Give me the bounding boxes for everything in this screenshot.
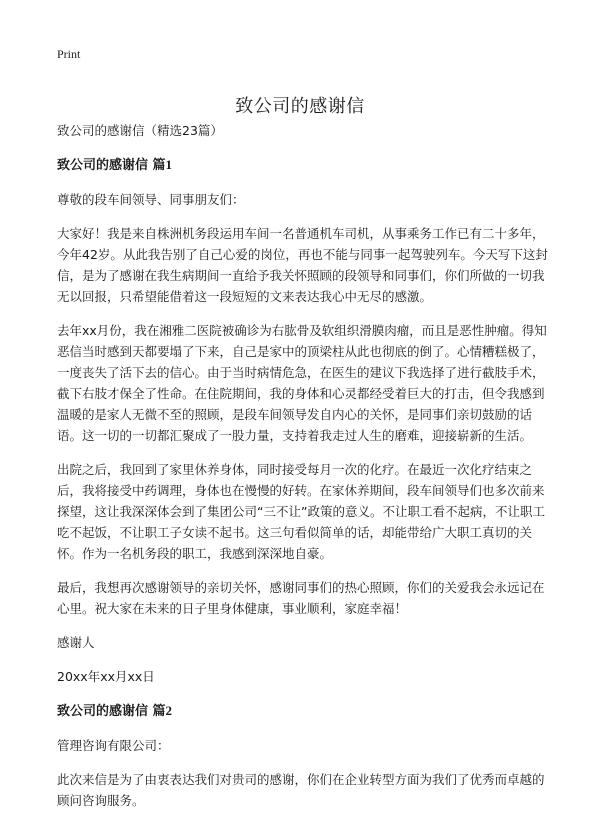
print-link[interactable]: Print: [57, 47, 81, 61]
paragraph: 大家好！我是来自株洲机务段运用车间一名普通机车司机，从事乘务工作已有二十多年，今年42岁。从此我告别了自己心爱的岗位，再也不能与同事一起驾驶列车。今天写下这封信，是为了感谢在我生病期间一直给予我关怀照顾的段领导和同事们，你们所做的一切我无以回报，只希望能借着这一段短短的文来表达我心中无尽的感激。: [57, 226, 548, 304]
paragraph: 出院之后，我回到了家里休养身体，同时接受每月一次的化疗。在最近一次化疗结束之后，我将接受中药调理，身体也在慢慢的好转。在家休养期间，段车间领导们也多次前来探望，这让我深深体会到了集团公司“三不让”政策的意义。不让职工看不起病，不让职工吃不起饭，不让职工子女读不起书。这三句看似简单的话，却能带给广大职工真切的关怀。作为一名机务段的职工，我感到深深地自豪。: [57, 462, 545, 561]
section-heading-text: 致公司的感谢信 篇: [57, 158, 166, 173]
section-heading-2: [57, 700, 552, 722]
greeting: 尊敬的段车间领导、同事朋友们：: [57, 192, 245, 207]
page-title: 致公司的感谢信: [235, 96, 365, 118]
letter-section-2: [57, 700, 552, 811]
section-heading-text: 致公司的感谢信 篇: [57, 704, 166, 719]
section-heading-number: 2: [165, 703, 173, 718]
letter-date: 20xx年xx月xx日: [57, 669, 155, 684]
greeting: 管理咨询有限公司：: [57, 738, 170, 753]
paragraph: 此次来信是为了由衷表达我们对贵司的感谢，你们在企业转型方面为我们了优秀而卓越的顾问咨询服务。: [57, 772, 545, 808]
section-heading-number: 1: [165, 157, 173, 172]
signoff: 感谢人: [57, 635, 95, 650]
paragraph: 最后，我想再次感谢领导的亲切关怀，感谢同事们的热心照顾，你们的关爱我会永远记在心里。祝大家在未来的日子里身体健康，事业顺利，家庭幸福！: [57, 580, 545, 616]
letter-content: [57, 120, 552, 824]
section-heading-1: [57, 154, 552, 176]
letter-section-1: [57, 154, 552, 687]
subtitle: 致公司的感谢信（精选23篇）: [57, 123, 223, 138]
paragraph: 去年xx月份，我在湘雅二医院被确诊为右肱骨及软组织滑膜肉瘤，而且是恶性肿瘤。得知恶信当时感到天都要塌了下来，自己是家中的顶梁柱从此也彻底的倒了。心情糟糕极了，一度丧失了活下去的信心。由于当时病情危急，在医生的建议下我选择了进行截肢手术，截下右肢才保全了性命。在住院期间，我的身体和心灵都经受着巨大的打击，但令我感到温暖的是家人无微不至的照顾，是段车间领导发自内心的关怀，是同事们亲切鼓励的话语。这一切的一切都汇聚成了一股力量，支持着我走过人生的磨难，迎接崭新的生活。: [57, 323, 547, 443]
